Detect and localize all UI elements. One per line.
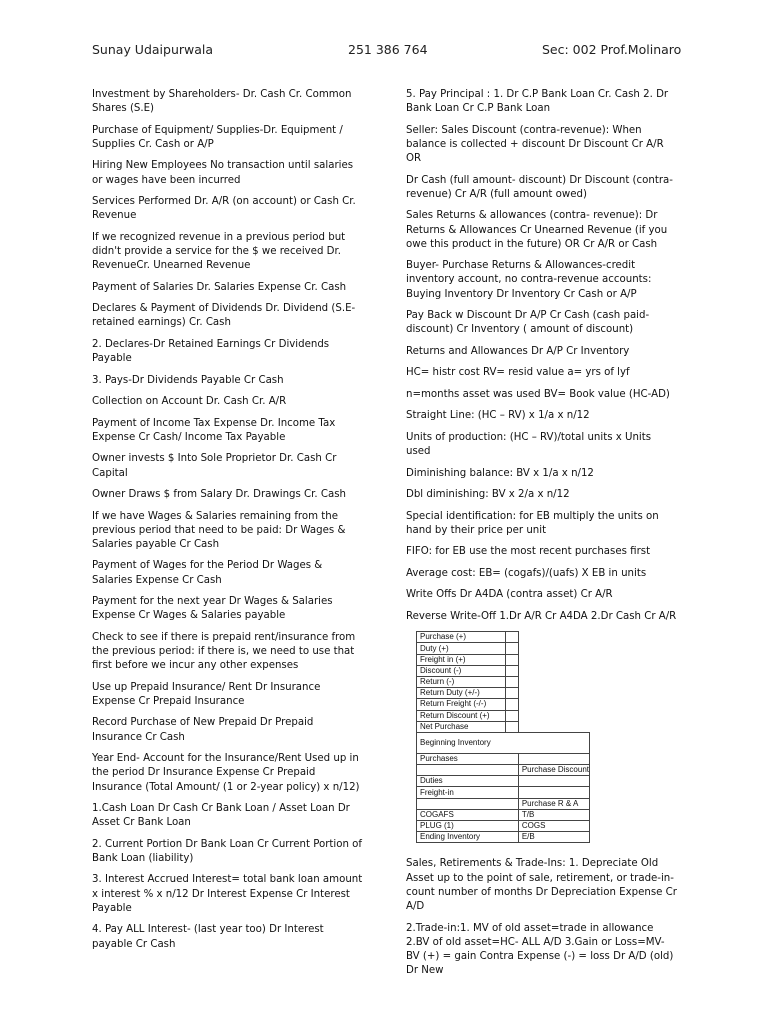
note-paragraph: Payment for the next year Dr Wages & Salaries Expense Cr Wages & Salaries payable — [92, 596, 333, 622]
note-paragraph: Payment of Salaries Dr. Salaries Expense Cr. Cash — [92, 281, 347, 293]
note-paragraph: Pay Back w Discount Dr A/P Cr Cash (cash paid-discount) Cr Inventory ( amount of discount) — [406, 310, 650, 336]
note-paragraph: Diminishing balance: BV x 1/a x n/12 — [406, 467, 594, 479]
table-cell: Duty (+) — [417, 643, 506, 654]
note-paragraph: Average cost: EB= (cogafs)/(uafs) X EB in units — [406, 567, 647, 579]
table-cell: PLUG (1) — [417, 821, 519, 832]
note-paragraph: Dbl diminishing: BV x 2/a x n/12 — [406, 489, 570, 501]
note-paragraph: 2. Declares-Dr Retained Earnings Cr Dividends Payable — [92, 338, 330, 365]
table-cell: Duties — [417, 776, 519, 787]
note-paragraph: Services Performed Dr. A/R (on account) or Cash Cr. Revenue — [92, 196, 356, 222]
note-paragraph: Units of production: (HC – RV)/total units x Units used — [406, 431, 652, 458]
note-paragraph: Special identification: for EB multiply the units on hand by their price per unit — [406, 510, 659, 536]
note-paragraph: 3. Pays-Dr Dividends Payable Cr Cash — [92, 374, 284, 386]
left-column — [92, 88, 364, 959]
table-cell: Freight-in — [417, 787, 519, 798]
note-paragraph: Returns and Allowances Dr A/P Cr Inventory — [406, 345, 630, 357]
note-paragraph: Use up Prepaid Insurance/ Rent Dr Insurance Expense Cr Prepaid Insurance — [92, 681, 321, 707]
note-paragraph: Record Purchase of New Prepaid Dr Prepaid Insurance Cr Cash — [92, 717, 314, 743]
table-cell: Purchase (+) — [417, 632, 506, 643]
note-paragraph: Year End- Account for the Insurance/Rent Used up in the period Dr Insurance Expense Cr Prepaid Insurance (Total Amount/ (1 or 2-year policy) x n/12) — [92, 753, 360, 793]
inventory-table — [416, 631, 590, 843]
note-paragraph: If we recognized revenue in a previous period but didn't provide a service for the $ we received Dr. RevenueCr. Unearned Revenue — [92, 231, 346, 272]
note-paragraph: Buyer- Purchase Returns & Allowances-credit inventory account, no contra-revenue accounts: Buying Inventory Dr Inventory Cr Cash or A/P — [406, 260, 652, 300]
table-cell: Freight in (+) — [417, 654, 506, 665]
note-paragraph: 3. Interest Accrued Interest= total bank loan amount x interest % x n/12 Dr Interest Expense Cr Interest Payable — [92, 874, 363, 914]
note-paragraph: Reverse Write-Off 1.Dr A/R Cr A4DA 2.Dr Cash Cr A/R — [406, 610, 677, 622]
table-cell: E/B — [518, 832, 589, 843]
table-cell: COGS — [518, 821, 589, 832]
right-column — [406, 88, 678, 986]
table-cell: Ending Inventory — [417, 832, 519, 843]
table-cell: Beginning Inventory — [417, 732, 519, 753]
table-cell: COGAFS — [417, 809, 519, 820]
table-cell: Discount (-) — [417, 665, 506, 676]
note-paragraph: Check to see if there is prepaid rent/insurance from the previous period: if there is, we need to use that first before we incur any other expenses — [92, 631, 356, 672]
note-paragraph: FIFO: for EB use the most recent purchases first — [406, 546, 651, 558]
table-cell: Return Duty (+/-) — [417, 688, 506, 699]
note-paragraph: 1.Cash Loan Dr Cash Cr Bank Loan / Asset Loan Dr Asset Cr Bank Loan — [92, 803, 350, 829]
note-paragraph: If we have Wages & Salaries remaining from the previous period that need to be paid: Dr Wages & Salaries payable Cr Cash — [92, 510, 346, 550]
note-paragraph: 2.Trade-in:1. MV of old asset=trade in allowance 2.BV of old asset=HC- ALL A/D 3.Gain or Loss=MV- BV (+) = gain Contra Expense (-) = loss Dr A/D (old) Dr New — [406, 922, 674, 977]
note-paragraph: 5. Pay Principal : 1. Dr C.P Bank Loan Cr. Cash 2. Dr Bank Loan Cr C.P Bank Loan — [406, 89, 669, 115]
note-paragraph: HC= histr cost RV= resid value a= yrs of lyf — [406, 367, 630, 379]
note-paragraph: Hiring New Employees No transaction until salaries or wages have been incurred — [92, 160, 354, 186]
section-info: Sec: 002 Prof.Molinaro — [542, 42, 682, 57]
table-cell: Return Discount (+) — [417, 710, 506, 721]
note-paragraph: Write Offs Dr A4DA (contra asset) Cr A/R — [406, 589, 613, 601]
note-paragraph: Dr Cash (full amount- discount) Dr Discount (contra-revenue) Cr A/R (full amount owed) — [406, 174, 673, 200]
note-paragraph: Seller: Sales Discount (contra-revenue): When balance is collected + discount Dr Discount Cr A/R OR — [406, 124, 664, 165]
note-paragraph: Sales, Retirements & Trade-Ins: 1. Depreciate Old Asset up to the point of sale, retirement, or trade-in- count number of months Dr Depreciation Expense Cr A/D — [406, 858, 677, 913]
table-cell: Return Freight (-/-) — [417, 699, 506, 710]
table-cell: Net Purchase — [417, 721, 506, 732]
table-cell: Purchase Discount — [518, 765, 589, 776]
note-paragraph: Collection on Account Dr. Cash Cr. A/R — [92, 396, 287, 408]
author-name: Sunay Udaipurwala — [92, 42, 214, 57]
note-paragraph: Straight Line: (HC – RV) x 1/a x n/12 — [406, 410, 590, 422]
note-paragraph: Payment of Wages for the Period Dr Wages & Salaries Expense Cr Cash — [92, 560, 323, 586]
note-paragraph: Sales Returns & allowances (contra- revenue): Dr Returns & Allowances Cr Unearned Revenue (if you owe this product in the future) OR Cr A/R or Cash — [406, 210, 668, 250]
note-paragraph: Payment of Income Tax Expense Dr. Income Tax Expense Cr Cash/ Income Tax Payable — [92, 417, 336, 443]
note-paragraph: 4. Pay ALL Interest- (last year too) Dr Interest payable Cr Cash — [92, 924, 324, 950]
note-paragraph: Owner invests $ Into Sole Proprietor Dr. Cash Cr Capital — [92, 453, 337, 479]
table-cell: T/B — [518, 809, 589, 820]
table-cell: Return (-) — [417, 676, 506, 687]
note-paragraph: n=months asset was used BV= Book value (HC-AD) — [406, 388, 670, 400]
note-paragraph: Investment by Shareholders- Dr. Cash Cr. Common Shares (S.E) — [92, 89, 352, 115]
page-header — [0, 42, 768, 62]
table-cell: Purchases — [417, 753, 519, 764]
table-cell: Purchase R & A — [518, 798, 589, 809]
student-number: 251 386 764 — [348, 42, 428, 57]
note-paragraph: 2. Current Portion Dr Bank Loan Cr Current Portion of Bank Loan (liability) — [92, 838, 362, 864]
note-paragraph: Owner Draws $ from Salary Dr. Drawings Cr. Cash — [92, 489, 347, 501]
note-paragraph: Purchase of Equipment/ Supplies-Dr. Equipment / Supplies Cr. Cash or A/P — [92, 124, 343, 150]
note-paragraph: Declares & Payment of Dividends Dr. Dividend (S.E-retained earnings) Cr. Cash — [92, 303, 356, 329]
